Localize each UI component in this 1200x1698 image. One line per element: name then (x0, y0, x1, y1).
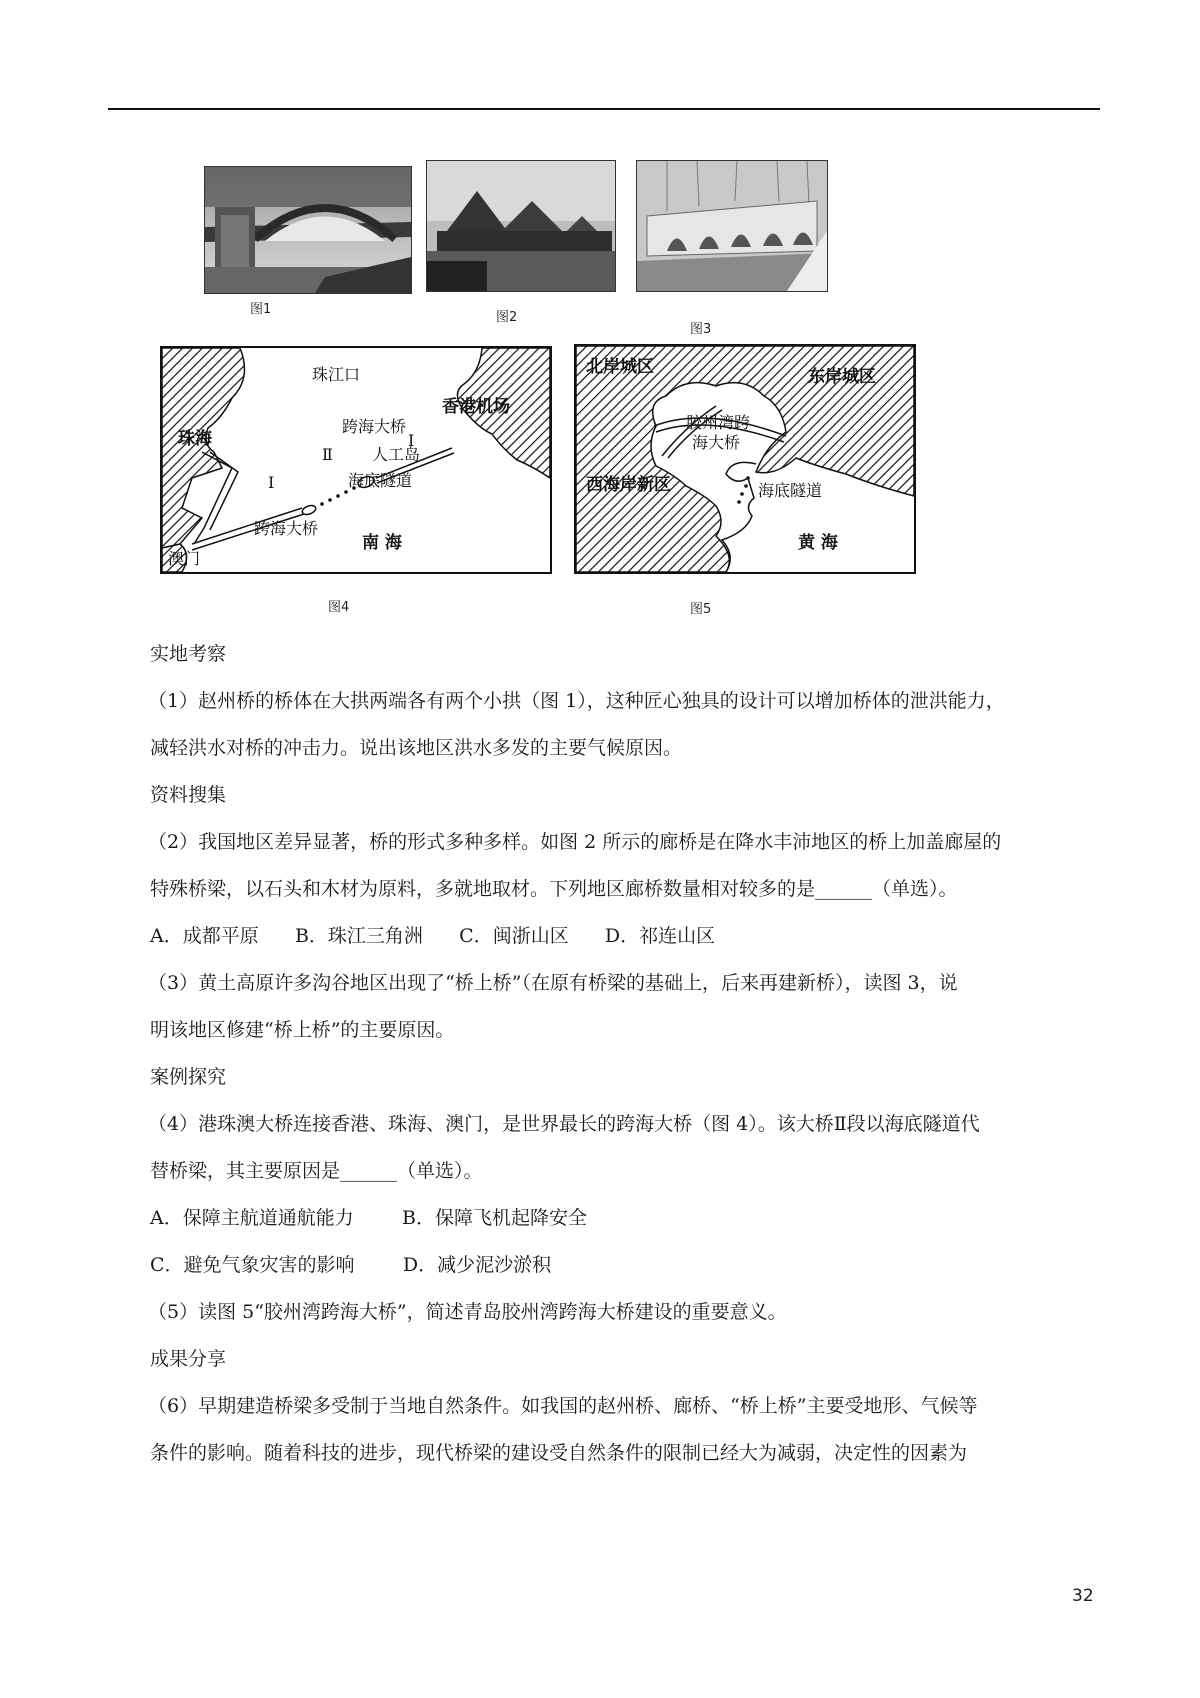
question-2-line-1: （2）我国地区差异显著，桥的形式多种多样。如图 2 所示的廊桥是在降水丰沛地区的桥上加盖廊屋的 (148, 831, 1002, 853)
question-3-line-1: （3）黄土高原许多沟谷地区出现了“桥上桥”（在原有桥梁的基础上，后来再建新桥），读图 3，说 (148, 972, 958, 994)
label-jiaozhou-bridge-2: 海大桥 (692, 433, 741, 452)
label-yellow-sea: 黄 海 (798, 533, 838, 553)
label-bridge-bottom: 跨海大桥 (254, 519, 319, 538)
question-4-options-2: C．避免气象灾害的影响 D．减少泥沙淤积 (150, 1254, 552, 1276)
label-segment-2: Ⅱ (322, 445, 333, 464)
map-hzmb (160, 346, 552, 574)
header-rule (108, 108, 1100, 110)
label-jiaozhou-bridge-1: 胶州湾跨 (686, 413, 751, 432)
question-2-options: A．成都平原 B．珠江三角洲 C．闽浙山区 D．祁连山区 (150, 925, 716, 947)
label-tunnel: 海底隧道 (348, 471, 413, 490)
question-4-options-1: A．保障主航道通航能力 B．保障飞机起降安全 (150, 1207, 588, 1229)
question-3-line-2: 明该地区修建“桥上桥”的主要原因。 (150, 1019, 455, 1041)
map-jiaozhou-bay (574, 344, 916, 574)
fig3-caption: 图3 (690, 322, 712, 337)
section-data-collection: 资料搜集 (150, 784, 227, 806)
fig1-caption: 图1 (250, 302, 272, 317)
label-north-district: 北岸城区 (586, 357, 654, 377)
label-aomen: 澳门 (168, 549, 201, 568)
question-6-line-2: 条件的影响。随着科技的进步，现代桥梁的建设受自然条件的限制已经大为减弱，决定性的因素为 (150, 1442, 968, 1464)
label-zhuhai: 珠海 (178, 429, 212, 449)
question-5: （5）读图 5“胶州湾跨海大桥”，简述青岛胶州湾跨海大桥建设的重要意义。 (148, 1301, 787, 1323)
question-2-line-2: 特殊桥梁，以石头和木材为原料，多就地取材。下列地区廊桥数量相对较多的是______（单选）。 (150, 878, 958, 900)
section-field-survey: 实地考察 (150, 643, 227, 665)
label-segment-1b: Ⅰ (408, 431, 415, 450)
section-case-study: 案例探究 (150, 1066, 227, 1088)
question-1-line-1: （1）赵州桥的桥体在大拱两端各有两个小拱（图 1），这种匠心独具的设计可以增加桥体的泄洪能力， (148, 690, 1005, 712)
label-zhujiangkou: 珠江口 (312, 365, 361, 384)
page-number: 32 (1072, 1586, 1094, 1606)
question-4-line-2: 替桥梁，其主要原因是______（单选）。 (150, 1160, 483, 1182)
label-west-district: 西海岸新区 (586, 475, 671, 495)
question-1-line-2: 减轻洪水对桥的冲击力。说出该地区洪水多发的主要气候原因。 (150, 737, 683, 759)
label-hk-airport: 香港机场 (442, 397, 510, 417)
label-east-district: 东岸城区 (808, 367, 876, 387)
label-segment-1: Ⅰ (268, 473, 275, 492)
question-4-line-1: （4）港珠澳大桥连接香港、珠海、澳门，是世界最长的跨海大桥（图 4）。该大桥Ⅱ段以海底隧道代 (148, 1113, 980, 1135)
label-bridge-top: 跨海大桥 (342, 417, 407, 436)
label-island: 人工岛 (372, 445, 421, 464)
fig5-caption: 图5 (690, 602, 712, 617)
fig2-caption: 图2 (496, 310, 518, 325)
photo-bridge-on-bridge (636, 160, 828, 292)
photo-covered-bridge (426, 160, 616, 292)
label-tunnel-5: 海底隧道 (758, 481, 823, 500)
section-results: 成果分享 (150, 1348, 227, 1370)
label-south-sea: 南 海 (362, 533, 402, 553)
photo-zhaozhou-bridge (204, 166, 412, 294)
fig4-caption: 图4 (328, 600, 350, 615)
question-6-line-1: （6）早期建造桥梁多受制于当地自然条件。如我国的赵州桥、廊桥、“桥上桥”主要受地形、气候等 (148, 1395, 978, 1417)
